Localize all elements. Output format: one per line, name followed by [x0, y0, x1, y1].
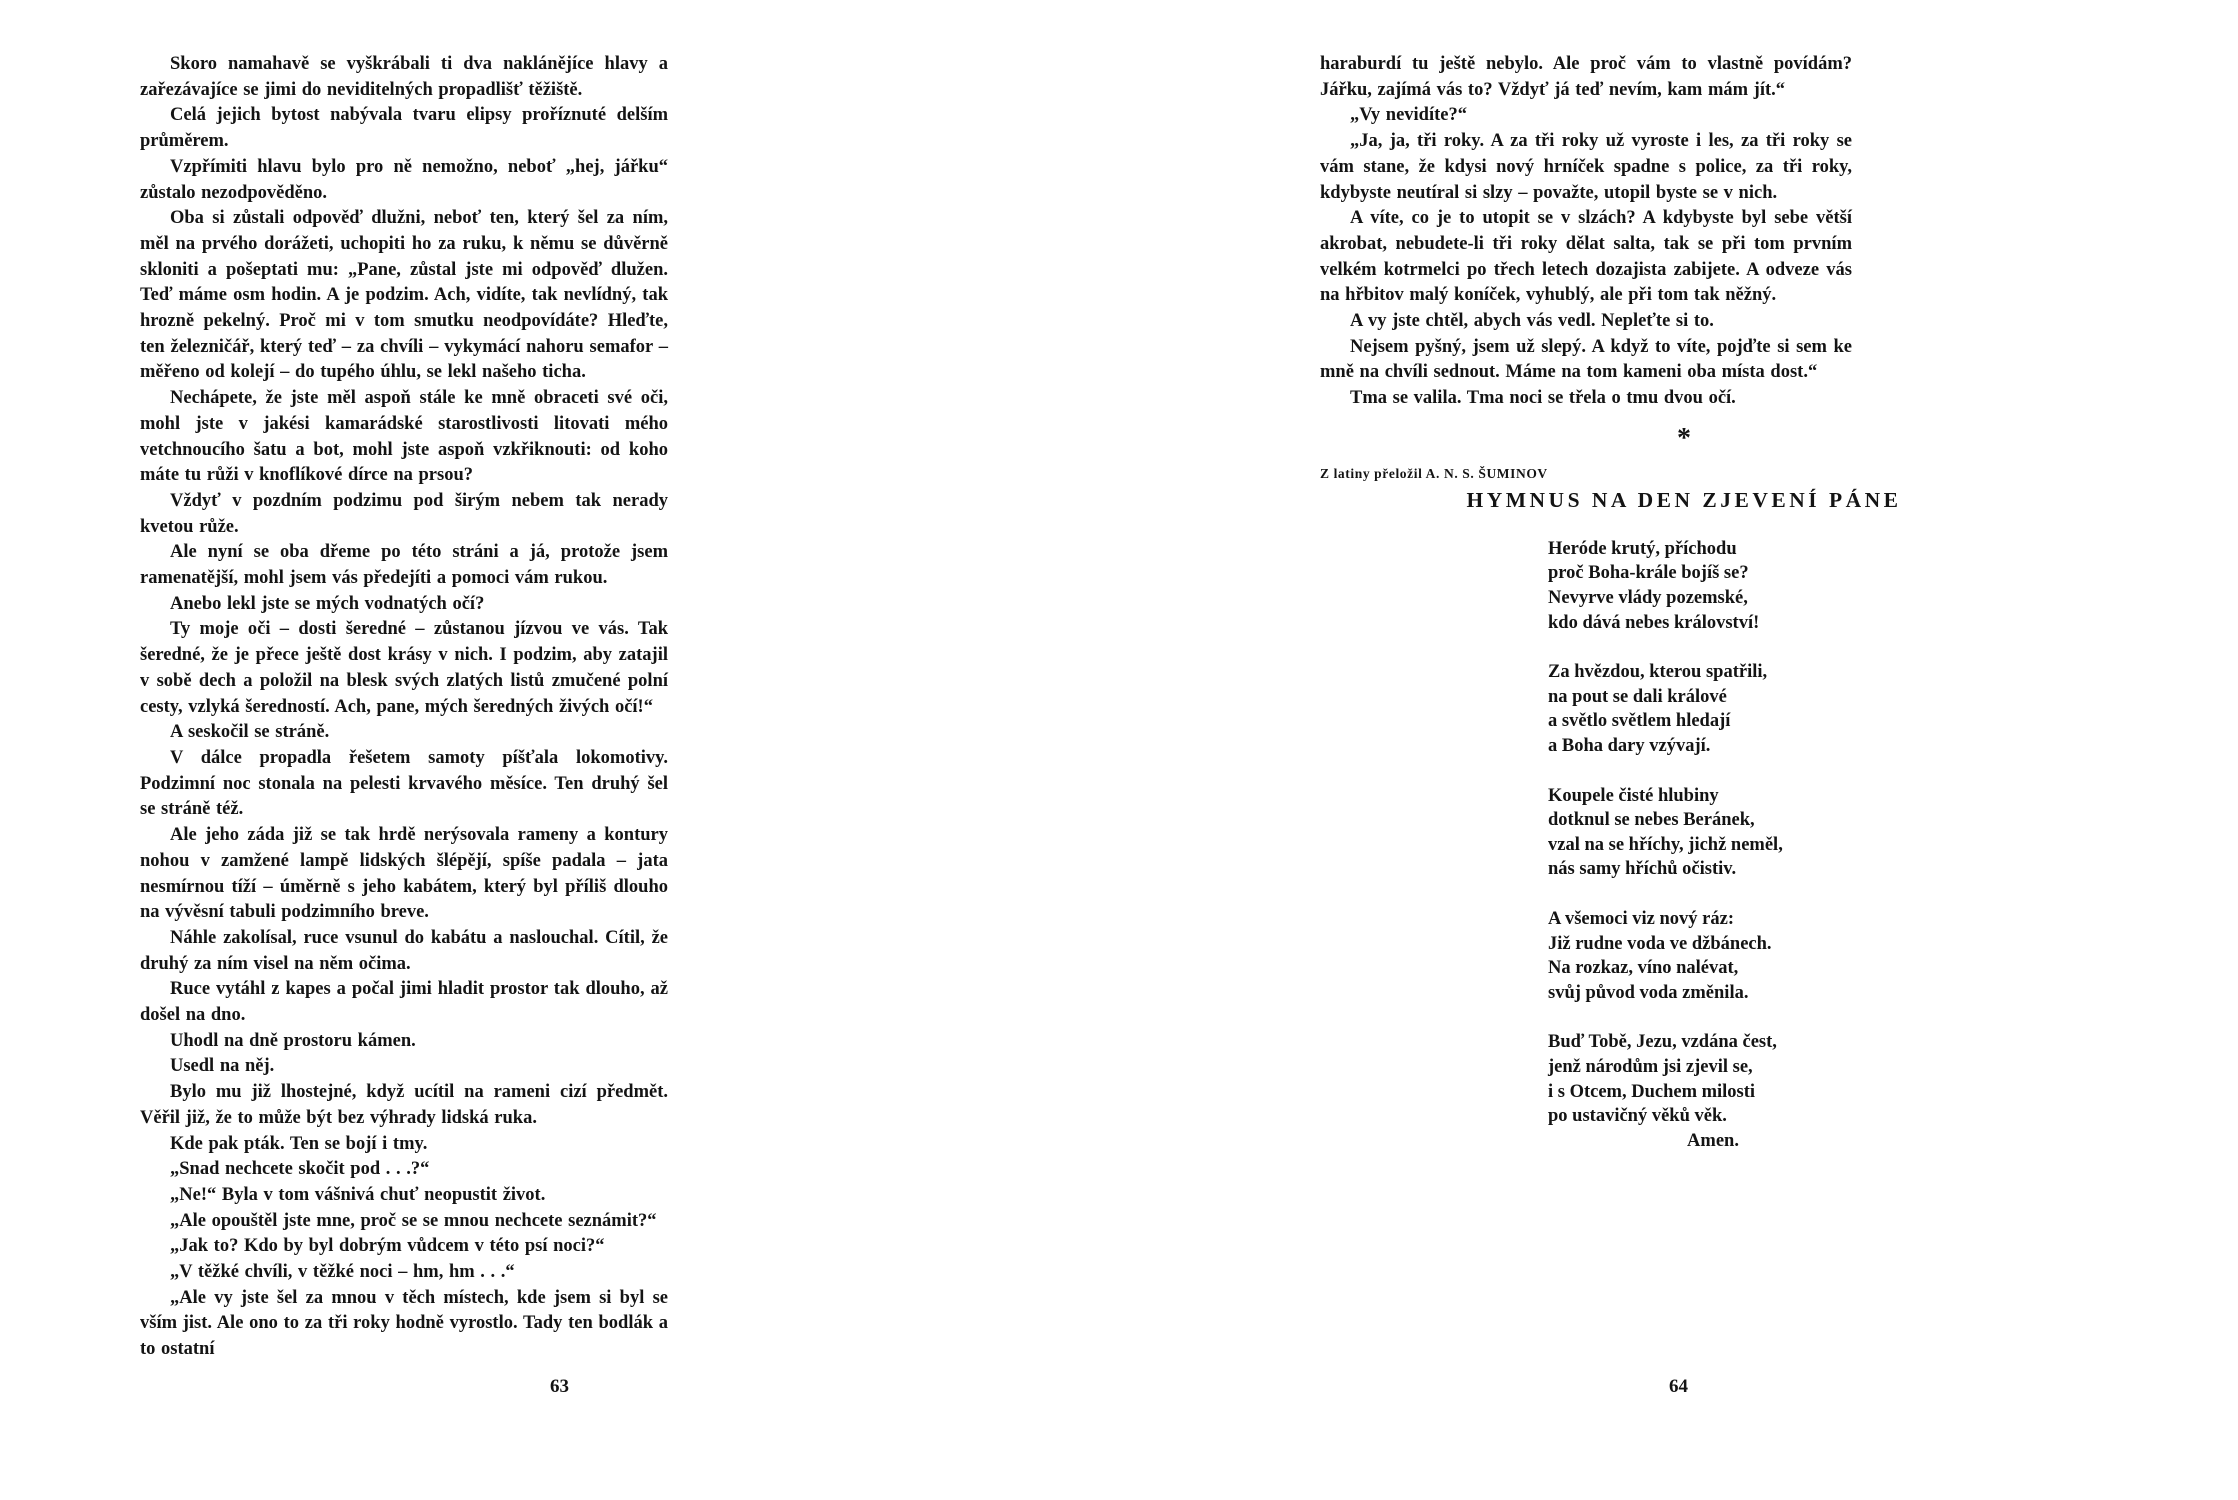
- paragraph: „V těžké chvíli, v těžké noci – hm, hm . . .“: [170, 1262, 515, 1283]
- paragraph: „Ja, ja, tři roky. A za tři roky už vyroste i les, za tři roky se vám stane, že kdysi nový hrníček spadne s police, za tři roky, kdybyste neutíral si slzy – považte, utopil byste se v nich.: [1320, 131, 1852, 203]
- paragraph: „Jak to? Kdo by byl dobrým vůdcem v této psí noci?“: [170, 1236, 605, 1257]
- poem-line: nás samy hříchů očistiv.: [1548, 859, 1737, 880]
- paragraph: haraburdí tu ještě nebylo. Ale proč vám to vlastně povídám? Jářku, zajímá vás to? Vždyť já teď nevím, kam mám jít.“: [1320, 54, 1852, 100]
- paragraph: „Ale vy jste šel za mnou v těch místech, kde jsem si byl se vším jist. Ale ono to za tři roky hodně vyrostlo. Tady ten bodlák a to ostatní: [140, 1287, 668, 1360]
- paragraph: Kde pak pták. Ten se bojí i tmy.: [170, 1133, 428, 1154]
- poem-line: po ustavičný věků věk.: [1548, 1106, 1727, 1127]
- left-page-number: 63: [550, 1376, 569, 1397]
- paragraph: Ruce vytáhl z kapes a počal jimi hladit prostor tak dlouho, až došel na dno.: [140, 979, 668, 1026]
- poem-line: Buď Tobě, Jezu, vzdána čest,: [1548, 1032, 1777, 1053]
- paragraph: Celá jejich bytost nabývala tvaru elipsy proříznuté delším průměrem.: [140, 105, 668, 152]
- paragraph: A seskočil se stráně.: [170, 722, 330, 743]
- paragraph: A víte, co je to utopit se v slzách? A kdybyste byl sebe větší akrobat, nebudete-li tři roky dělat salta, tak se při tom prvním velkém kotrmelci po třech letech dozajista zabijete. A odveze vás na hřbitov malý koníček, vyhublý, ale při tom tak něžný.: [1320, 208, 1852, 306]
- poem-stanza: [1548, 660, 1878, 758]
- poem-line: kdo dává nebes království!: [1548, 612, 1760, 633]
- poem-line: Za hvězdou, kterou spatřili,: [1548, 662, 1768, 683]
- poem-stanza: [1548, 907, 1878, 1005]
- paragraph: Nechápete, že jste měl aspoň stále ke mně obraceti své oči, mohl jste v jakési kamarádské starostlivosti litovati mého vetchnoucího šatu a bot, mohl jste aspoň vzkřiknouti: od koho máte tu růži v knoflíkové dírce na prsou?: [140, 388, 668, 486]
- right-page-number: 64: [1669, 1376, 1688, 1397]
- poem-line: Koupele čisté hlubiny: [1548, 785, 1719, 806]
- paragraph: „Snad nechcete skočit pod . . .?“: [170, 1159, 430, 1180]
- paragraph: Ale jeho záda již se tak hrdě nerýsovala rameny a kontury nohou v zamžené lampě lidských šlépějí, spíše padala – jata nesmírnou tíží – úměrně s jeho kabátem, který byl příliš dlouho na vývěsní tabuli podzimního breve.: [140, 825, 668, 923]
- paragraph: Tma se valila. Tma noci se třela o tmu dvou očí.: [1350, 388, 1736, 409]
- paragraph: Vždyť v pozdním podzimu pod širým nebem tak nerady kvetou růže.: [140, 490, 668, 537]
- poem-line: A všemoci viz nový ráz:: [1548, 908, 1734, 929]
- poem-line: dotknul se nebes Beránek,: [1548, 810, 1755, 831]
- paragraph: „Vy nevidíte?“: [1350, 105, 1467, 126]
- paragraph: „Ale opouštěl jste mne, proč se se mnou nechcete seznámit?“: [170, 1210, 657, 1231]
- translator-note: Z latiny přeložil A. N. S. ŠUMINOV: [1320, 465, 1548, 481]
- poem-line: jenž národům jsi zjevil se,: [1548, 1056, 1753, 1077]
- poem-line: proč Boha-krále bojíš se?: [1548, 563, 1749, 584]
- poem-line: a světlo světlem hledají: [1548, 711, 1731, 732]
- poem-line: svůj původ voda změnila.: [1548, 982, 1749, 1003]
- left-page-text-column: [140, 52, 668, 1363]
- paragraph: Oba si zůstali odpověď dlužni, neboť ten, který šel za ním, měl na prvého dorážeti, uchopiti ho za ruku, k němu se důvěrně skloniti a pošeptati mu: „Pane, zůstal jste mi odpověď dlužen. Teď máme osm hodin. A je podzim. Ach, vidíte, tak nevlídný, tak hrozně pekelný. Proč mi v tom smutku neodpovídáte? Hleďte, ten železničář, který teď – za chvíli – vykymácí nahoru semafor – měřeno od kolejí – do tupého úhlu, se lekl našeho ticha.: [140, 208, 668, 383]
- right-page-text-column: [1320, 52, 1902, 1178]
- paragraph: Nejsem pyšný, jsem už slepý. A když to víte, pojďte si sem ke mně na chvíli sednout. Máme na tom kameni oba místa dost.“: [1320, 336, 1852, 383]
- paragraph: Usedl na něj.: [170, 1056, 275, 1077]
- paragraph: Skoro namahavě se vyškrábali ti dva naklánějíce hlavy a zařezávajíce se jimi do neviditelných propadlišť těžiště.: [140, 54, 668, 100]
- poem-line: vzal na se hříchy, jichž neměl,: [1548, 834, 1783, 855]
- poem-line: a Boha dary vzývají.: [1548, 736, 1711, 756]
- paragraph: Náhle zakolísal, ruce vsunul do kabátu a naslouchal. Cítil, že druhý za ním visel na něm očima.: [140, 927, 668, 974]
- paragraph: Ty moje oči – dosti šeredné – zůstanou jízvou ve vás. Tak šeredné, že je přece ještě dost krásy v nich. I podzim, aby zatajil v sobě dech a položil na blesk svých zlatých listů zmučené polní cesty, vzlyká šeredností. Ach, pane, mých šeredných živých očí!“: [140, 619, 668, 717]
- poem-line: Heróde krutý, příchodu: [1548, 538, 1737, 559]
- paragraph: Vzpřímiti hlavu bylo pro ně nemožno, neboť „hej, jářku“ zůstalo nezodpověděno.: [140, 156, 668, 203]
- paragraph: A vy jste chtěl, abych vás vedl. Nepleťte si to.: [1350, 311, 1714, 332]
- paragraph: Ale nyní se oba dřeme po této stráni a já, protože jsem ramenatější, mohl jsem vás předejíti a pomoci vám rukou.: [140, 542, 668, 589]
- paragraph: Uhodl na dně prostoru kámen.: [170, 1030, 416, 1051]
- paragraph: „Ne!“ Byla v tom vášnivá chuť neopustit život.: [170, 1184, 546, 1205]
- paragraph: V dálce propadla řešetem samoty píšťala lokomotivy. Podzimní noc stonala na pelesti krvavého měsíce. Ten druhý šel se stráně též.: [140, 747, 668, 820]
- poem-line: Již rudne voda ve džbánech.: [1548, 933, 1772, 954]
- section-separator-star: *: [1677, 422, 1691, 454]
- poem-line: Na rozkaz, víno nalévat,: [1548, 958, 1739, 979]
- paragraph: Bylo mu již lhostejné, když ucítil na rameni cizí předmět. Věřil již, že to může být bez výhrady lidská ruka.: [140, 1082, 668, 1128]
- poem-line: i s Otcem, Duchem milosti: [1548, 1081, 1756, 1102]
- poem-stanza: [1548, 537, 1878, 635]
- poem: [1548, 537, 1878, 1153]
- poem-title: HYMNUS NA DEN ZJEVENÍ PÁNE: [1466, 487, 1902, 512]
- poem-stanza: [1548, 784, 1878, 882]
- poem-line: Nevyrve vlády pozemské,: [1548, 588, 1748, 609]
- poem-line: na pout se dali králové: [1548, 686, 1727, 707]
- poem-stanza: [1548, 1030, 1878, 1153]
- paragraph: Anebo lekl jste se mých vodnatých očí?: [170, 593, 485, 614]
- right-page: [1119, 0, 2238, 1500]
- poem-closing: Amen.: [1687, 1130, 1739, 1151]
